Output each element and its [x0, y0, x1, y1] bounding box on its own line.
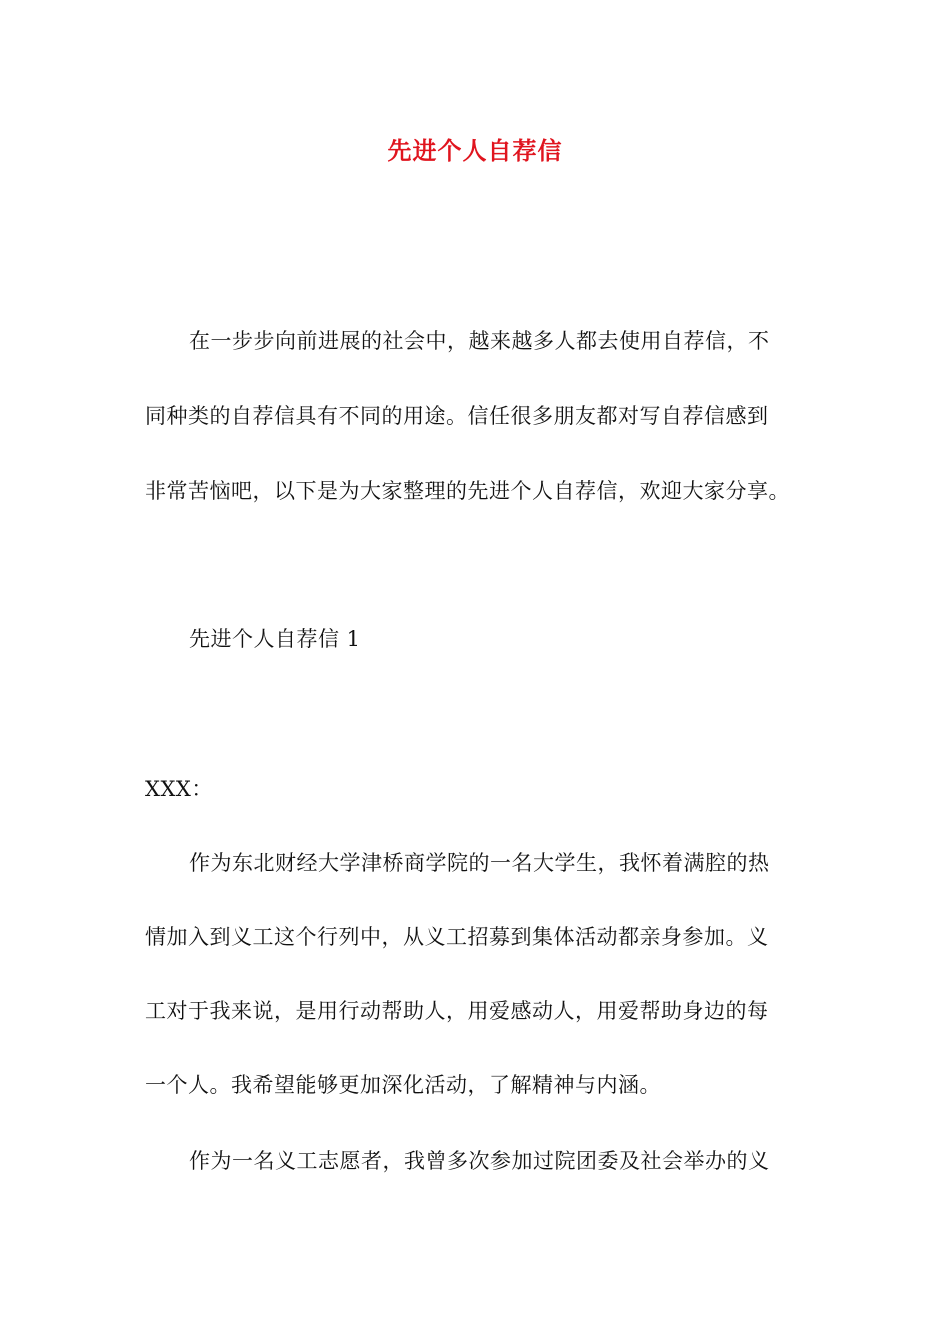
body-line-5: 作为一名义工志愿者，我曾多次参加过院团委及社会举办的义: [189, 1149, 770, 1173]
intro-line-1: 在一步步向前进展的社会中，越来越多人都去使用自荐信，不: [189, 329, 770, 353]
section-heading: 先进个人自荐信 1: [189, 627, 361, 651]
salutation: XXX：: [145, 777, 213, 801]
body-line-4: 一个人。我希望能够更加深化活动，了解精神与内涵。: [145, 1073, 661, 1097]
body-line-3: 工对于我来说，是用行动帮助人，用爱感动人，用爱帮助身边的每: [145, 999, 769, 1023]
body-line-2: 情加入到义工这个行列中，从义工招募到集体活动都亲身参加。义: [145, 925, 769, 949]
intro-line-3: 非常苦恼吧，以下是为大家整理的先进个人自荐信，欢迎大家分享。: [145, 479, 790, 503]
intro-line-2: 同种类的自荐信具有不同的用途。信任很多朋友都对写自荐信感到: [145, 404, 769, 428]
document-title: 先进个人自荐信: [387, 136, 563, 165]
body-line-1: 作为东北财经大学津桥商学院的一名大学生，我怀着满腔的热: [189, 851, 770, 875]
